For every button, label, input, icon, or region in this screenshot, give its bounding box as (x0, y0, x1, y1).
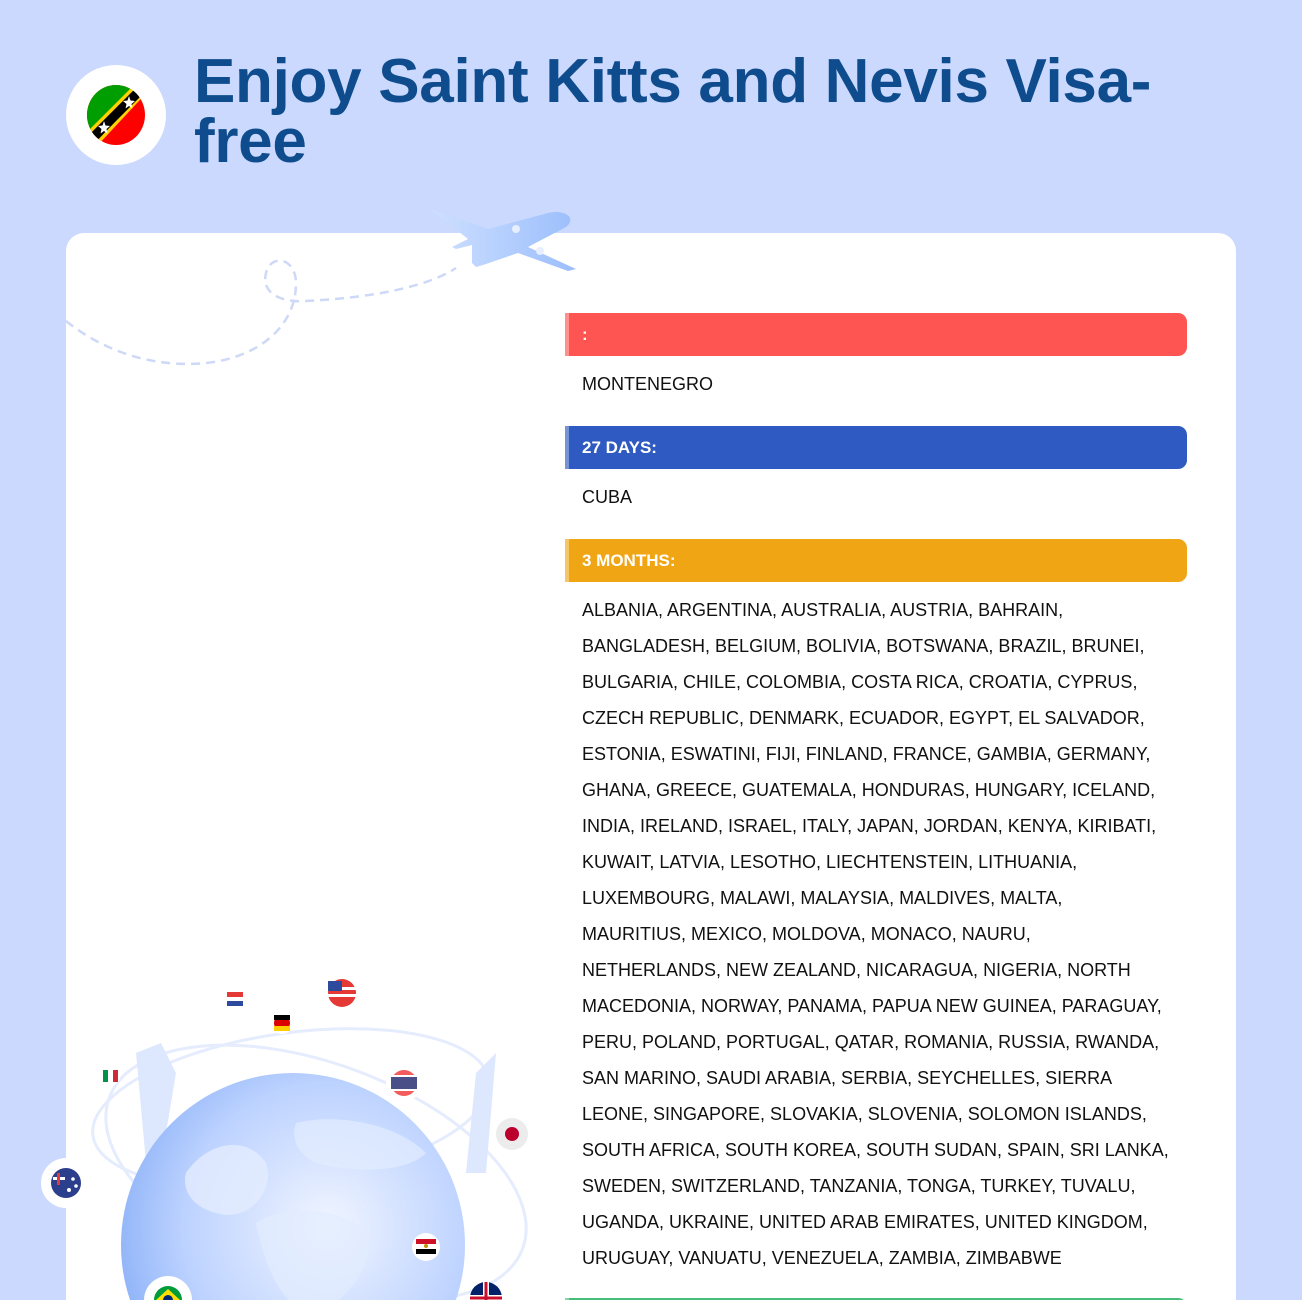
australia-flag-pin-icon (36, 1153, 96, 1213)
section-1 (565, 426, 1187, 539)
section-0 (565, 313, 1187, 426)
brazil-flag-pin-icon (143, 1275, 193, 1300)
section-header-3-months: 3 MONTHS: (565, 539, 1187, 582)
section-countries: ALBANIA, ARGENTINA, AUSTRALIA, AUSTRIA, BAHRAIN, BANGLADESH, BELGIUM, BOLIVIA, BOTSWANA, BRAZIL, BRUNEI, BULGARIA, CHILE, COLOMBIA, COSTA RICA, CROATIA, CYPRUS, CZECH REPUBLIC, DENMARK, ECUADOR, EGYPT, EL SALVADOR, ESTONIA, ESWATINI, FIJI, FINLAND, FRANCE, GAMBIA, GERMANY, GHANA, GREECE, GUATEMALA, HONDURAS, HUNGARY, ICELAND, INDIA, IRELAND, ISRAEL, ITALY, JAPAN, JORDAN, KENYA, KIRIBATI, KUWAIT, LATVIA, LESOTHO, LIECHTENSTEIN, LITHUANIA, LUXEMBOURG, MALAWI, MALAYSIA, MALDIVES, MALTA, MAURITIUS, MEXICO, MOLDOVA, MONACO, NAURU, NETHERLANDS, NEW ZEALAND, NICARAGUA, NIGERIA, NORTH MACEDONIA, NORWAY, PANAMA, PAPUA NEW GUINEA, PARAGUAY, PERU, POLAND, PORTUGAL, QATAR, ROMANIA, RUSSIA, RWANDA, SAN MARINO, SAUDI ARABIA, SERBIA, SEYCHELLES, SIERRA LEONE, SINGAPORE, SLOVAKIA, SLOVENIA, SOLOMON ISLANDS, SOUTH AFRICA, SOUTH KOREA, SOUTH SUDAN, SPAIN, SRI LANKA, SWEDEN, SWITZERLAND, TANZANIA, TONGA, TURKEY, TUVALU, UGANDA, UKRAINE, UNITED ARAB EMIRATES, UNITED KINGDOM, URUGUAY, VANUATU, VENEZUELA, ZAMBIA, ZIMBABWE (582, 600, 1169, 1268)
flag-pins (66, 977, 528, 1261)
page-title: Enjoy Saint Kitts and Nevis Visa-free (194, 47, 1152, 176)
section-2 (565, 539, 1187, 1298)
section-countries: CUBA (582, 487, 633, 507)
section-countries: MONTENEGRO (582, 374, 714, 394)
section-header-unspecified: : (565, 313, 1187, 356)
uk-flag-pin-icon (466, 1278, 506, 1300)
page-header (66, 47, 1236, 176)
globe-illustration (66, 973, 566, 1300)
saint-kitts-and-nevis-flag-icon (85, 84, 147, 146)
flag-badge (66, 65, 166, 165)
flight-path-decoration (66, 233, 626, 393)
section-header-27-days: 27 DAYS: (565, 426, 1187, 469)
visa-sections (565, 313, 1187, 1300)
